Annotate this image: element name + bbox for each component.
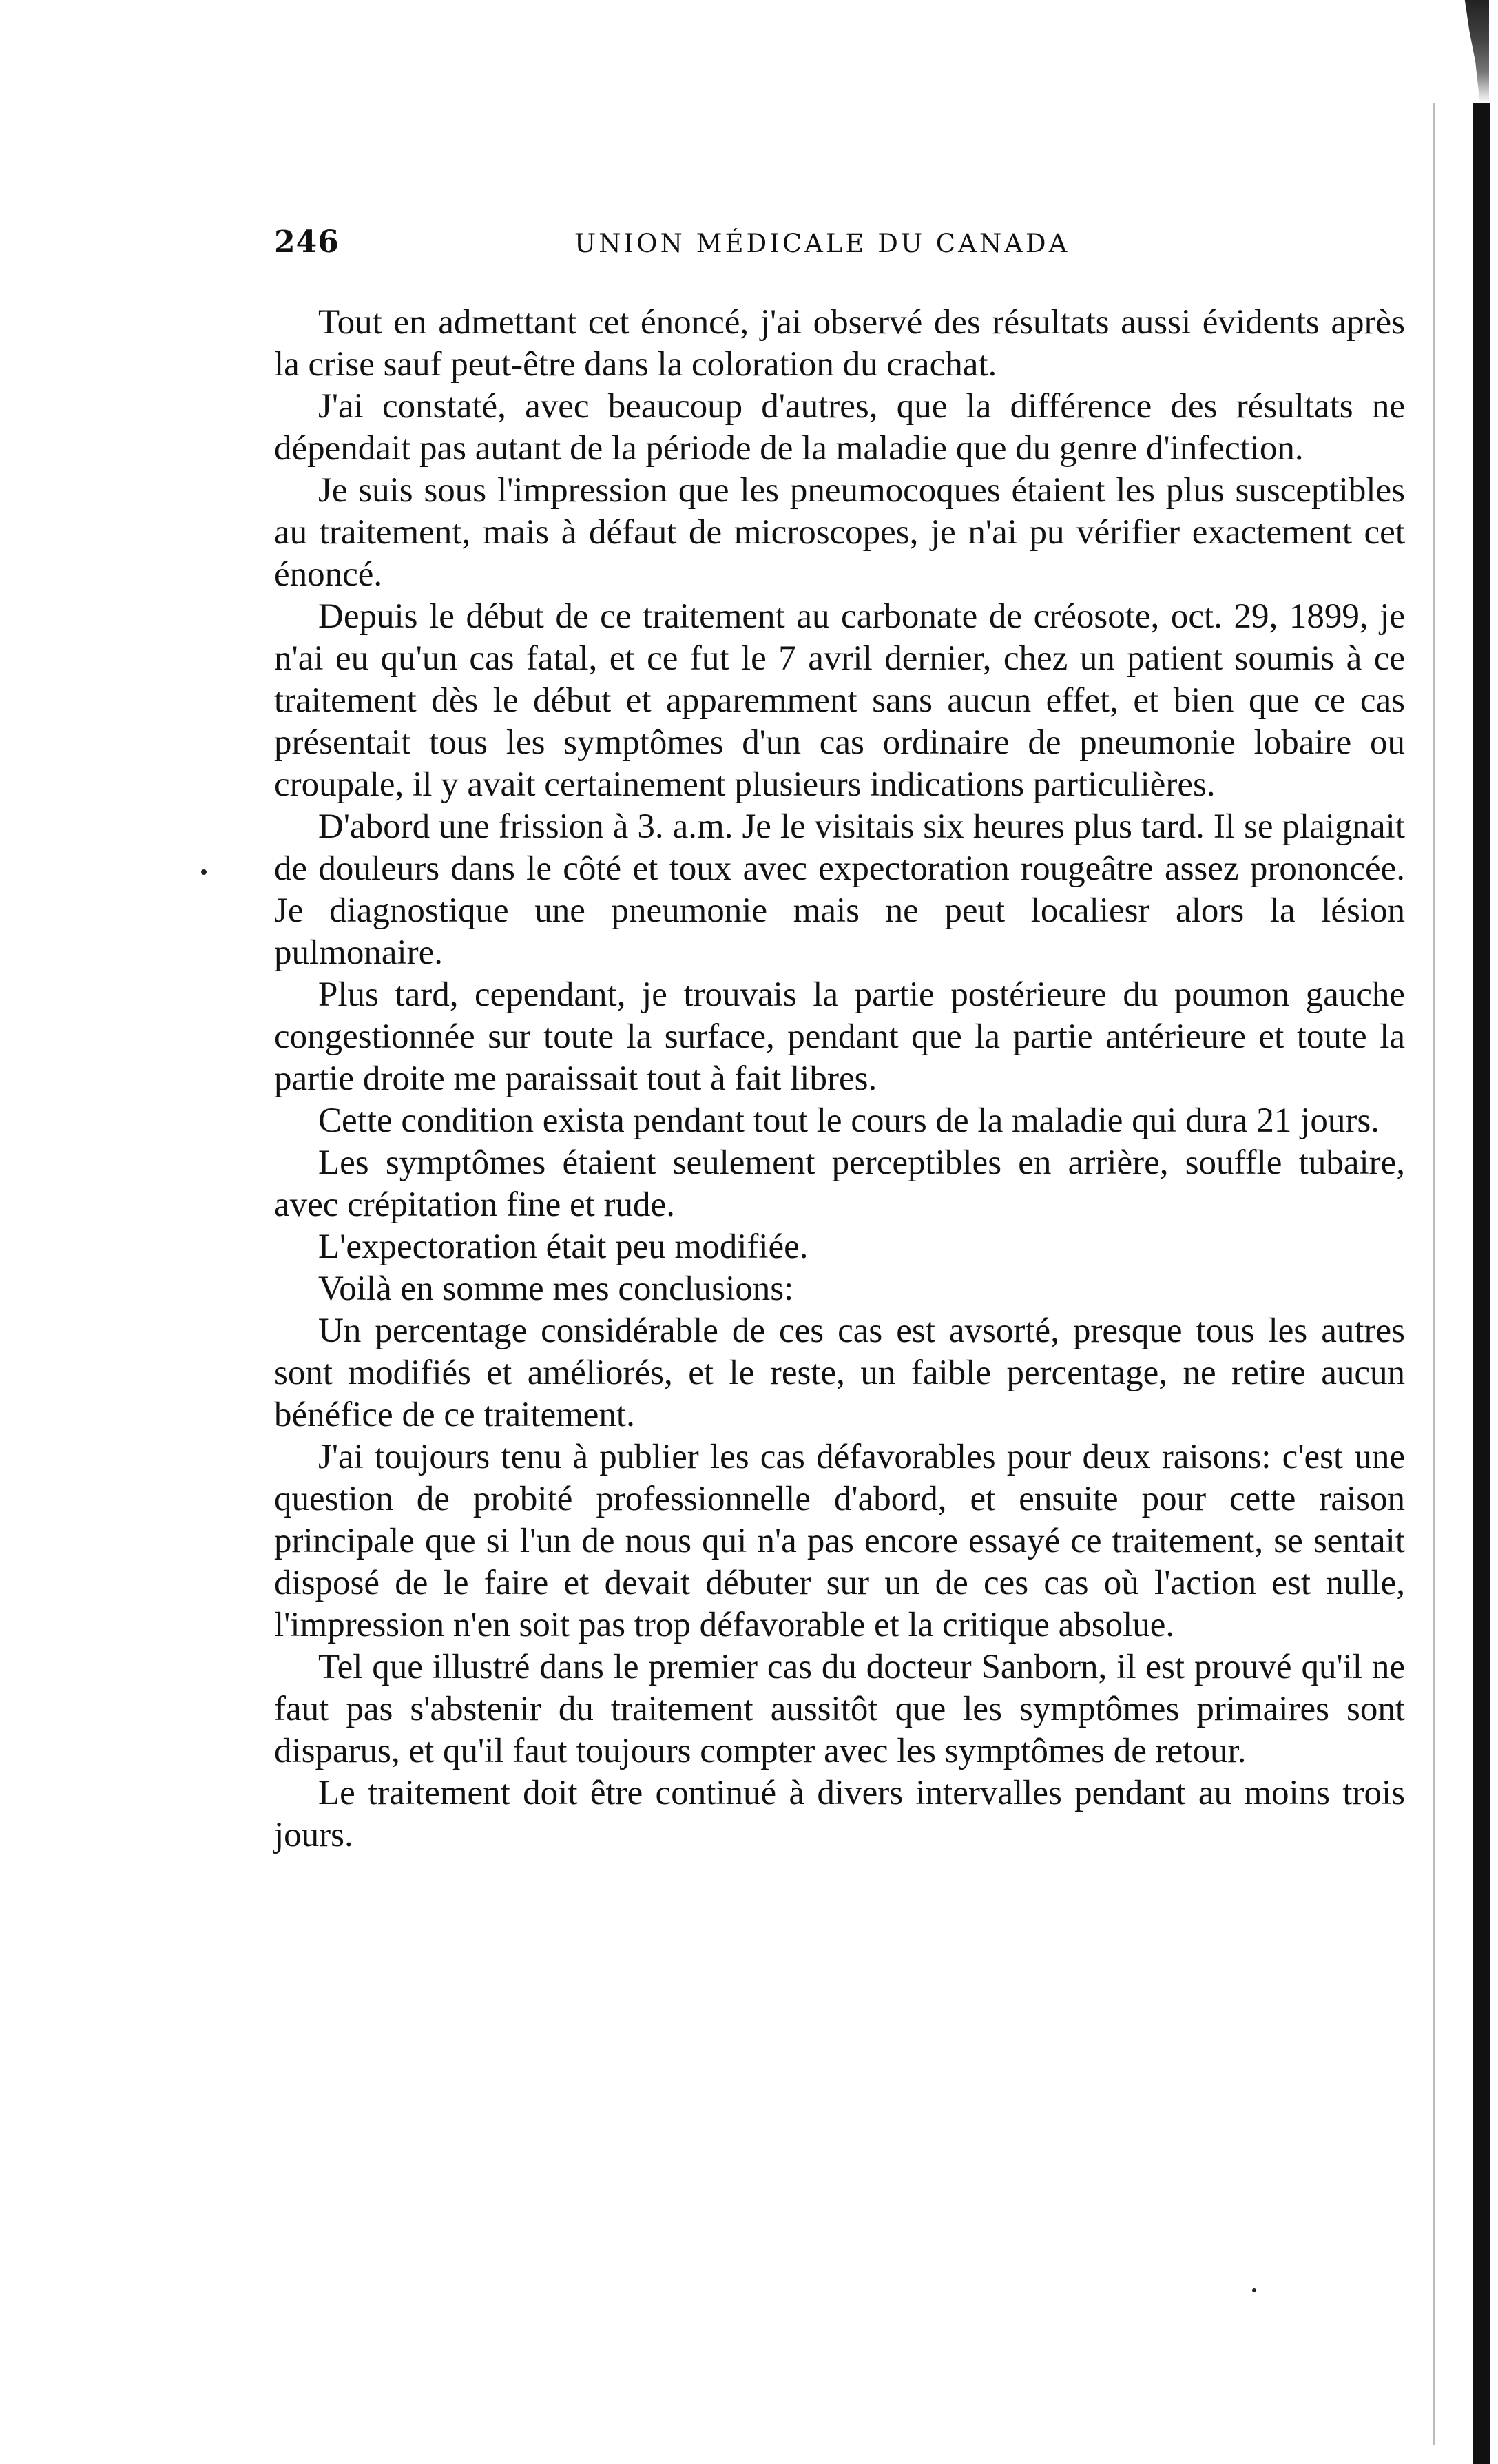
paragraph: Depuis le début de ce traitement au carbonate de créosote, oct. 29, 1899, je n'ai eu qu'un cas fatal, et ce fut le 7 avril dernier, chez un patient soumis à ce traitement dès le début et apparemment sans aucun effet, et bien que ce cas présentait tous les symptômes d'un cas ordinaire de pneumonie lobaire ou croupale, il y avait certainement plusieurs indications particulières.	[274, 597, 1405, 804]
scan-speck	[201, 869, 207, 875]
paragraph: J'ai toujours tenu à publier les cas défavorables pour deux raisons: c'est une question de probité professionnelle d'abord, et ensuite pour cette raison principale que si l'un de nous qui n'a pas encore essayé ce traitement, se sentait disposé de le faire et devait débuter sur un de ces cas où l'action est nulle, l'impression n'en soit pas trop défavorable et la critique absolue.	[274, 1438, 1405, 1644]
paragraph: Plus tard, cependant, je trouvais la partie postérieure du poumon gauche congestionnée sur toute la surface, pendant que la partie antérieure et toute la partie droite me paraissait tout à fait libres.	[274, 975, 1405, 1098]
scan-speck	[1252, 2288, 1256, 2292]
paragraph: J'ai constaté, avec beaucoup d'autres, que la différence des résultats ne dépendait pas autant de la période de la maladie que du genre d'infection.	[274, 387, 1405, 468]
paragraph: Voilà en somme mes conclusions:	[318, 1270, 794, 1308]
paragraph: Cette condition exista pendant tout le cours de la maladie qui dura 21 jours.	[318, 1101, 1380, 1140]
binding-edge-top	[1459, 0, 1489, 103]
page-number: 246	[274, 225, 340, 260]
article-body	[274, 302, 1405, 1856]
paragraph: L'expectoration était peu modifiée.	[318, 1228, 809, 1266]
paragraph: Tel que illustré dans le premier cas du docteur Sanborn, il est prouvé qu'il ne faut pas s'abstenir du traitement aussitôt que les symptômes primaires sont disparus, et qu'il faut toujours compter avec les symptômes de retour.	[274, 1648, 1405, 1770]
paragraph: Un percentage considérable de ces cas est avsorté, presque tous les autres sont modifiés et améliorés, et le reste, un faible percentage, ne retire aucun bénéfice de ce traitement.	[274, 1312, 1405, 1434]
binding-edge	[1473, 103, 1490, 2464]
paragraph: D'abord une frission à 3. a.m. Je le visitais six heures plus tard. Il se plaignait de douleurs dans le côté et toux avec expectoration rougeâtre assez prononcée. Je diagnostique une pneumonie mais ne peut localiesr alors la lésion pulmonaire.	[274, 807, 1405, 972]
paragraph: Le traitement doit être continué à divers intervalles pendant au moins trois jours.	[274, 1774, 1405, 1854]
paragraph: Tout en admettant cet énoncé, j'ai observé des résultats aussi évidents après la crise sauf peut-être dans la coloration du crachat.	[274, 303, 1405, 384]
running-title: UNION MÉDICALE DU CANADA	[574, 229, 1070, 258]
paragraph: Je suis sous l'impression que les pneumocoques étaient les plus susceptibles au traitement, mais à défaut de microscopes, je n'ai pu vérifier exactement cet énoncé.	[274, 471, 1405, 594]
paragraph: Les symptômes étaient seulement perceptibles en arrière, souffle tubaire, avec crépitation fine et rude.	[274, 1143, 1405, 1224]
page-edge-line	[1433, 103, 1435, 2445]
page-header	[274, 225, 1431, 266]
